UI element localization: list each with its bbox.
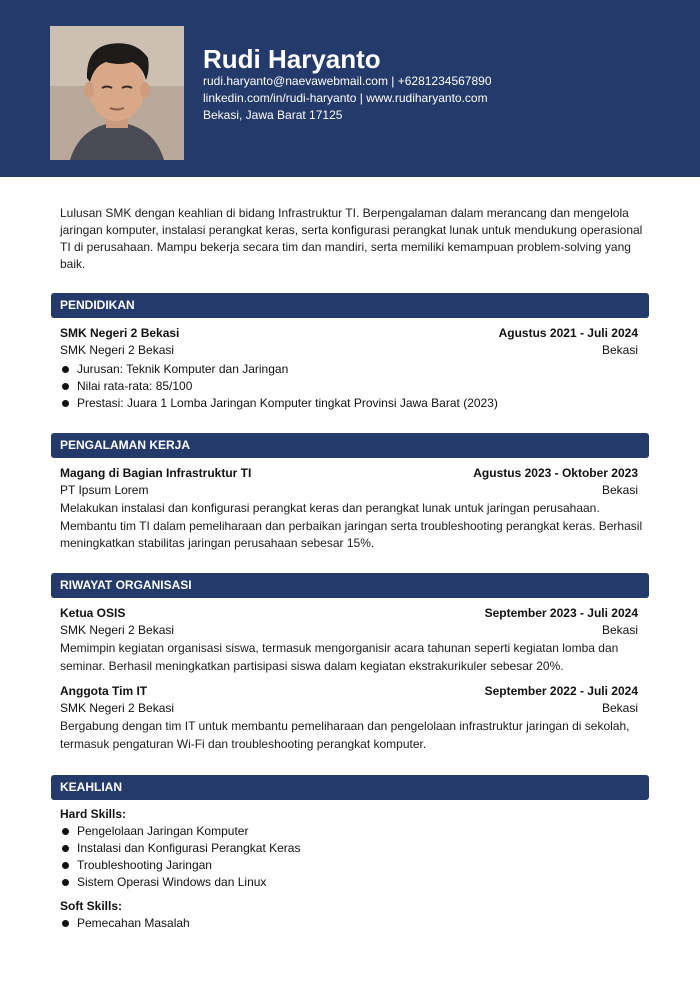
experience-header-row xyxy=(60,465,638,482)
bullet-icon xyxy=(62,879,69,886)
profile-photo xyxy=(50,26,184,160)
soft-skills-label: Soft Skills: xyxy=(60,899,123,913)
list-item: Pengelolaan Jaringan Komputer xyxy=(60,823,640,840)
list-item: Sistem Operasi Windows dan Linux xyxy=(60,874,640,891)
hard-skills-label: Hard Skills: xyxy=(60,807,127,821)
organization-period: September 2022 - Juli 2024 xyxy=(484,684,638,698)
bullet-icon xyxy=(62,383,69,390)
profile-summary: Lulusan SMK dengan keahlian di bidang Infrastruktur TI. Berpengalaman dalam merancang dan mengelola jaringan komputer, instalasi perangkat keras, serta konfigurasi perangkat lunak untuk mendukung operasional TI di perusahaan. Mampu bekerja secara tim dan mandiri, serta memiliki kemampuan problem-solving yang baik. xyxy=(60,206,643,271)
organization-location: Bekasi xyxy=(601,623,638,637)
organization-header-row xyxy=(60,683,638,700)
candidate-name: Rudi Haryanto xyxy=(203,44,381,74)
contact-block xyxy=(203,73,492,124)
bullet-icon xyxy=(62,400,69,407)
resume-header xyxy=(0,0,700,177)
contact-email-phone: rudi.haryanto@naevawebmail.com | +6281234567890 xyxy=(203,74,492,88)
experience-period: Agustus 2023 - Oktober 2023 xyxy=(473,466,638,480)
organization-name: SMK Negeri 2 Bekasi xyxy=(60,701,175,715)
list-item: Pemecahan Masalah xyxy=(60,915,640,932)
organization-role: Ketua OSIS xyxy=(60,606,126,620)
experience-company: PT Ipsum Lorem xyxy=(60,483,149,497)
section-heading-experience: PENGALAMAN KERJA xyxy=(51,433,649,458)
education-bullets xyxy=(60,361,640,412)
organization-role: Anggota Tim IT xyxy=(60,684,148,698)
education-header-row xyxy=(60,325,638,342)
contact-linkedin-website: linkedin.com/in/rudi-haryanto | www.rudiharyanto.com xyxy=(203,91,488,105)
organization-location: Bekasi xyxy=(601,701,638,715)
experience-role: Magang di Bagian Infrastruktur TI xyxy=(60,466,252,480)
organization-period: September 2023 - Juli 2024 xyxy=(484,606,638,620)
soft-skills-list xyxy=(60,915,640,932)
contact-address: Bekasi, Jawa Barat 17125 xyxy=(203,108,343,122)
profile-photo-illustration xyxy=(50,26,184,160)
section-heading-skills: KEAHLIAN xyxy=(51,775,649,800)
organization-sub-row xyxy=(60,700,638,717)
list-item: Prestasi: Juara 1 Lomba Jaringan Komputer tingkat Provinsi Jawa Barat (2023) xyxy=(60,395,640,412)
experience-description: Melakukan instalasi dan konfigurasi perangkat keras dan perangkat lunak untuk jaringan perusahaan. Membantu tim TI dalam pemeliharaan dan perbaikan jaringan serta troubleshooting perangkat keras. Berhasil meningkatkan stabilitas jaringan perusahaan sebesar 15%. xyxy=(60,501,643,550)
organization-description: Memimpin kegiatan organisasi siswa, termasuk mengorganisir acara tahunan seperti kegiatan lomba dan seminar. Berhasil meningkatkan partisipasi siswa dalam kegiatan ekstrakurikuler sebesar 20%. xyxy=(60,641,619,673)
bullet-icon xyxy=(62,920,69,927)
organization-description: Bergabung dengan tim IT untuk membantu pemeliharaan dan pengelolaan infrastruktur jaringan di sekolah, termasuk pengaturan Wi-Fi dan troubleshooting perangkat komputer. xyxy=(60,719,630,751)
list-item: Instalasi dan Konfigurasi Perangkat Keras xyxy=(60,840,640,857)
section-heading-organization: RIWAYAT ORGANISASI xyxy=(51,573,649,598)
bullet-icon xyxy=(62,845,69,852)
education-school: SMK Negeri 2 Bekasi xyxy=(60,326,180,340)
organization-name: SMK Negeri 2 Bekasi xyxy=(60,623,175,637)
bullet-icon xyxy=(62,862,69,869)
section-heading-education: PENDIDIKAN xyxy=(51,293,649,318)
list-item: Jurusan: Teknik Komputer dan Jaringan xyxy=(60,361,640,378)
list-item: Nilai rata-rata: 85/100 xyxy=(60,378,640,395)
experience-location: Bekasi xyxy=(601,483,638,497)
bullet-icon xyxy=(62,828,69,835)
list-item: Troubleshooting Jaringan xyxy=(60,857,640,874)
education-sub-row xyxy=(60,342,638,359)
education-location: Bekasi xyxy=(601,343,638,357)
organization-sub-row xyxy=(60,622,638,639)
bullet-icon xyxy=(62,366,69,373)
hard-skills-list xyxy=(60,823,640,891)
education-period: Agustus 2021 - Juli 2024 xyxy=(498,326,638,340)
education-institution: SMK Negeri 2 Bekasi xyxy=(60,343,175,357)
organization-header-row xyxy=(60,605,638,622)
experience-sub-row xyxy=(60,482,638,499)
